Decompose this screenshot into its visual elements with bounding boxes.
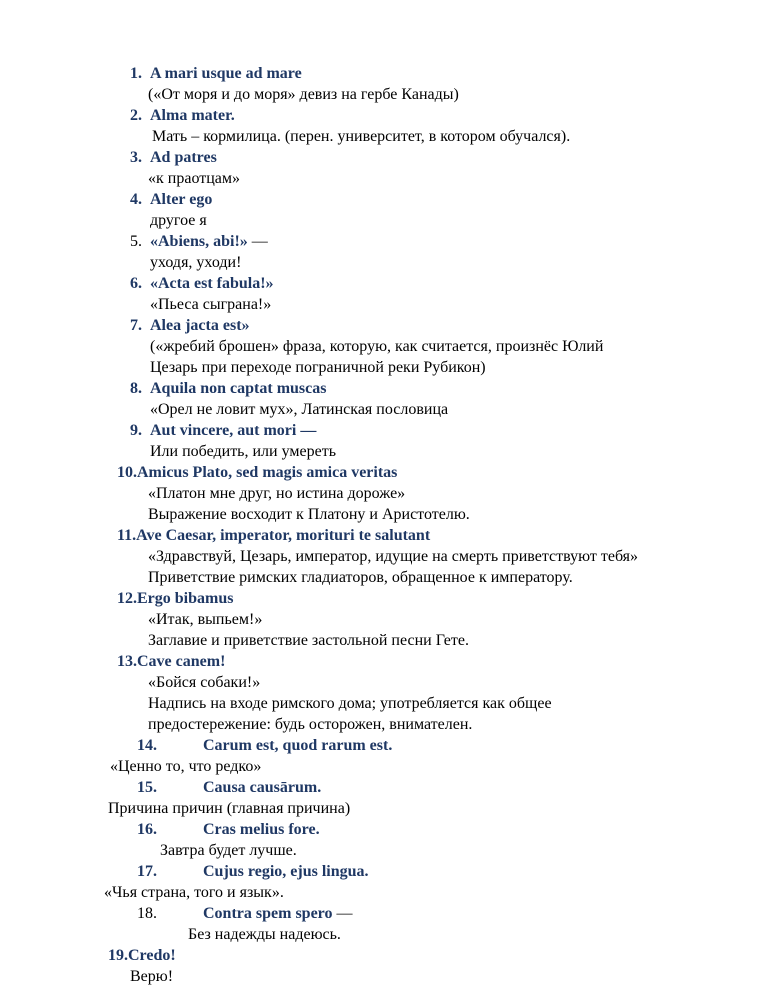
- latin-phrase: Amicus Plato, sed magis amica veritas: [137, 464, 398, 481]
- latin-phrase: Alea jacta est»: [150, 317, 250, 334]
- translation-line: Верю!: [130, 968, 174, 985]
- phrase-dash-suffix: —: [332, 905, 353, 922]
- translation-line: предостережение: будь осторожен, внимателен.: [148, 716, 473, 733]
- translation-line: «Чья страна, того и язык».: [104, 884, 284, 901]
- latin-phrase: Cave canem!: [137, 653, 226, 670]
- list-item-head: [137, 777, 768, 798]
- item-number: 15.: [137, 779, 157, 796]
- phrase-list: [0, 63, 768, 987]
- latin-phrase: «Acta est fabula!»: [150, 275, 274, 292]
- list-item-head: [137, 735, 768, 756]
- item-number: 17.: [137, 863, 157, 880]
- translation-line: Надпись на входе римского дома; употребляется как общее: [148, 695, 552, 712]
- item-number: 2.: [130, 107, 142, 124]
- item-number: 16.: [137, 821, 157, 838]
- item-number: 9.: [130, 422, 142, 439]
- latin-phrase: Aquila non captat muscas: [150, 380, 327, 397]
- item-number: 3.: [130, 149, 142, 166]
- latin-phrase: Ergo bibamus: [137, 590, 234, 607]
- translation-line: Заглавие и приветствие застольной песни Гете.: [148, 632, 469, 649]
- list-item-head: [130, 63, 768, 84]
- latin-phrase: Cras melius fore.: [203, 821, 320, 838]
- list-item-head: [130, 420, 768, 441]
- translation-line: уходя, уходи!: [150, 254, 242, 271]
- translation-line: Или победить, или умереть: [150, 443, 336, 460]
- list-item-head: [130, 105, 768, 126]
- translation-line: «Платон мне друг, но истина дороже»: [148, 485, 406, 502]
- latin-phrase: Aut vincere, aut mori —: [150, 422, 317, 439]
- latin-phrase: Carum est, quod rarum est.: [203, 737, 393, 754]
- translation-line: Завтра будет лучше.: [160, 842, 297, 859]
- item-number: 1.: [130, 65, 142, 82]
- list-item-head: [117, 651, 768, 672]
- item-number: 5.: [130, 233, 142, 250]
- latin-phrase: A mari usque ad mare: [150, 65, 302, 82]
- latin-phrase: Cujus regio, ejus lingua.: [203, 863, 369, 880]
- item-number: 10.: [117, 464, 137, 481]
- list-item-head: [117, 462, 768, 483]
- list-item-head: [130, 147, 768, 168]
- latin-phrase: Ave Caesar, imperator, morituri te salutant: [136, 527, 431, 544]
- item-number: 19.: [108, 947, 128, 964]
- list-item-head: [137, 819, 768, 840]
- list-item-head: [130, 378, 768, 399]
- item-number: 7.: [130, 317, 142, 334]
- item-number: 14.: [137, 737, 157, 754]
- translation-line: Цезарь при переходе пограничной реки Рубикон): [150, 359, 486, 376]
- item-number: 11.: [117, 527, 137, 544]
- list-item-head: [130, 315, 768, 336]
- translation-line: «Бойся собаки!»: [148, 674, 261, 691]
- translation-line: «Здравствуй, Цезарь, император, идущие на смерть приветствуют тебя»: [148, 548, 639, 565]
- item-number: 8.: [130, 380, 142, 397]
- item-number: 12.: [117, 590, 137, 607]
- translation-line: «Орел не ловит мух», Латинская пословица: [150, 401, 449, 418]
- list-item-head: [117, 588, 768, 609]
- translation-line: «к праотцам»: [148, 170, 241, 187]
- translation-line: Без надежды надеюсь.: [188, 926, 341, 943]
- latin-phrase: «Abiens, abi!»: [150, 233, 248, 250]
- translation-line: («От моря и до моря» девиз на гербе Канады): [148, 86, 459, 103]
- list-item-head: [137, 903, 768, 924]
- list-item-head: [117, 525, 768, 546]
- list-item-head: [130, 273, 768, 294]
- translation-line: «Пьеса сыграна!»: [150, 296, 272, 313]
- translation-line: («жребий брошен» фраза, которую, как считается, произнёс Юлий: [150, 338, 604, 355]
- latin-phrase: Alma mater.: [150, 107, 235, 124]
- item-number: 4.: [130, 191, 142, 208]
- translation-line: другое я: [150, 212, 207, 229]
- latin-phrase: Credo!: [128, 947, 176, 964]
- latin-phrase: Alter ego: [150, 191, 213, 208]
- translation-line: Выражение восходит к Платону и Аристотелю.: [148, 506, 470, 523]
- phrase-dash-suffix: —: [247, 233, 268, 250]
- list-item-head: [137, 861, 768, 882]
- translation-line: «Итак, выпьем!»: [148, 611, 263, 628]
- translation-line: Причина причин (главная причина): [108, 800, 351, 817]
- list-item-head: [130, 231, 768, 252]
- item-number: 18.: [137, 905, 157, 922]
- translation-line: «Ценно то, что редко»: [110, 758, 262, 775]
- latin-phrase: Contra spem spero: [203, 905, 333, 922]
- translation-line: Приветствие римских гладиаторов, обращенное к императору.: [148, 569, 573, 586]
- list-item-head: [108, 945, 768, 966]
- latin-phrase: Causa causārum.: [203, 779, 322, 796]
- list-item-head: [130, 189, 768, 210]
- item-number: 6.: [130, 275, 142, 292]
- latin-phrase: Ad patres: [150, 149, 217, 166]
- translation-line: Мать – кормилица. (перен. университет, в котором обучался).: [148, 128, 571, 145]
- item-number: 13.: [117, 653, 137, 670]
